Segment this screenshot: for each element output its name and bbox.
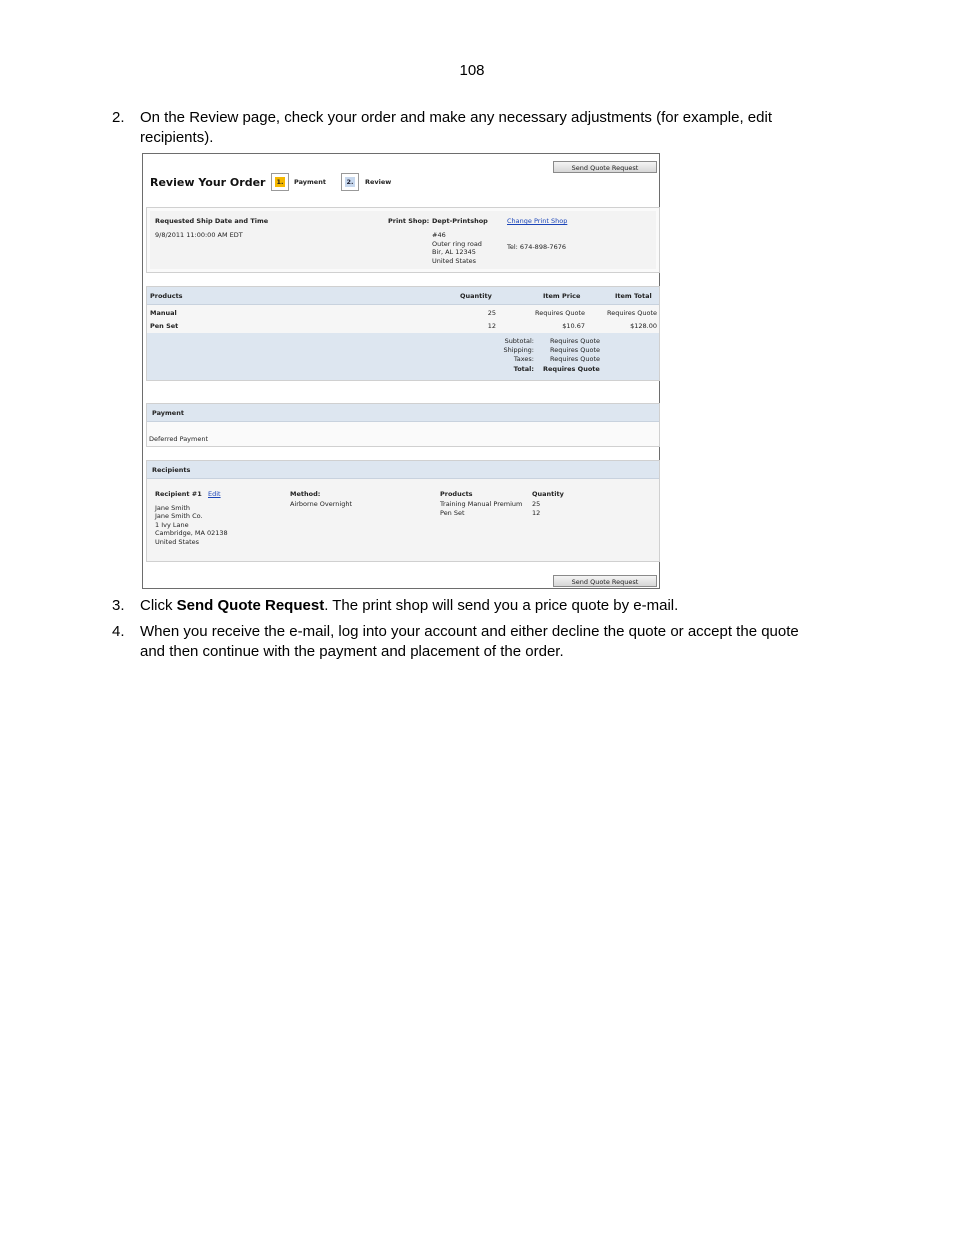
- print-shop-address-line: Outer ring road: [432, 240, 482, 248]
- print-shop-address-line: #46: [432, 231, 446, 239]
- recipient-quantity: 12: [532, 509, 541, 517]
- print-shop-address-line: United States: [432, 257, 477, 265]
- item-total-col-header: Item Total: [615, 292, 652, 300]
- step-text: When you receive the e-mail, log into your account and either decline the quote or accept the quote and then continue with the payment and placement of the order.: [140, 623, 799, 660]
- wizard-step-number: 1.: [276, 178, 284, 186]
- payment-header-row: [147, 404, 659, 422]
- method-value: Airborne Overnight: [290, 500, 353, 508]
- recipient-address-line: Jane Smith: [155, 504, 191, 512]
- wizard-step-number: 2.: [346, 178, 354, 186]
- recipient-product: Pen Set: [440, 509, 465, 517]
- recipient-product: Training Manual Premium: [440, 500, 523, 508]
- print-shop-label: Print Shop:: [388, 217, 430, 225]
- step-text-pre: Click: [140, 597, 177, 614]
- taxes-label: Taxes:: [513, 355, 534, 363]
- review-order-screenshot: [142, 153, 660, 589]
- step-number: 4.: [112, 623, 125, 640]
- step-4: [112, 622, 812, 662]
- step-text: On the Review page, check your order and make any necessary adjustments (for example, edit recipients).: [140, 109, 772, 146]
- item-price-col-header: Item Price: [543, 292, 581, 300]
- taxes-value: Requires Quote: [550, 355, 601, 363]
- step-number: 2.: [112, 109, 125, 126]
- recipient-address-line: Cambridge, MA 02138: [155, 529, 228, 537]
- step-3: [112, 596, 812, 616]
- step-text: [140, 596, 812, 616]
- recipient-quantity: 25: [532, 500, 541, 508]
- recipient-label: Recipient #1: [155, 490, 202, 498]
- payment-header: Payment: [152, 409, 184, 417]
- recipient-products-label: Products: [440, 490, 473, 498]
- product-qty: 12: [487, 322, 496, 330]
- product-price: Requires Quote: [534, 309, 585, 317]
- step-2: [112, 108, 812, 148]
- payment-method-value: Deferred Payment: [149, 435, 209, 443]
- send-quote-request-button-top[interactable]: Send Quote Request: [553, 161, 657, 173]
- product-price: $10.67: [562, 322, 585, 330]
- shipping-value: Requires Quote: [550, 346, 601, 354]
- ship-date-value: 9/8/2011 11:00:00 AM EDT: [155, 231, 243, 239]
- edit-recipient-link[interactable]: Edit: [208, 490, 221, 498]
- product-total: $128.00: [630, 322, 657, 330]
- ship-date-label: Requested Ship Date and Time: [155, 217, 269, 225]
- review-title: Review Your Order: [150, 176, 266, 189]
- quantity-col-header: Quantity: [460, 292, 492, 300]
- recipient-address-line: United States: [155, 538, 200, 546]
- subtotal-value: Requires Quote: [550, 337, 601, 345]
- print-shop-tel: Tel: 674-898-7676: [507, 243, 566, 251]
- step-text-post: . The print shop will send you a price quote by e-mail.: [324, 597, 679, 614]
- product-name: Manual: [150, 309, 177, 317]
- recipient-quantity-label: Quantity: [532, 490, 564, 498]
- recipients-header: Recipients: [152, 466, 191, 474]
- products-col-header: Products: [150, 292, 183, 300]
- subtotal-label: Subtotal:: [504, 337, 534, 345]
- product-name: Pen Set: [150, 322, 179, 330]
- method-label: Method:: [290, 490, 321, 498]
- recipient-address-line: Jane Smith Co.: [155, 512, 203, 520]
- wizard-step-review-box[interactable]: [341, 173, 359, 191]
- print-shop-name: Dept-Printshop: [432, 217, 488, 225]
- send-quote-request-emphasis: Send Quote Request: [176, 597, 325, 614]
- total-label: Total:: [513, 365, 534, 373]
- product-qty: 25: [487, 309, 496, 317]
- shipping-label: Shipping:: [503, 346, 534, 354]
- products-header-row: [147, 287, 659, 305]
- wizard-step-payment-label[interactable]: Payment: [294, 178, 326, 186]
- page-number: 108: [459, 62, 485, 79]
- print-shop-address-line: Bir, AL 12345: [432, 248, 476, 256]
- step-number: 3.: [112, 597, 125, 614]
- change-print-shop-link[interactable]: Change Print Shop: [507, 217, 568, 225]
- wizard-step-review-label[interactable]: Review: [365, 178, 392, 186]
- wizard-step-payment-box[interactable]: [271, 173, 289, 191]
- recipient-address-line: 1 Ivy Lane: [155, 521, 189, 529]
- total-value: Requires Quote: [543, 365, 600, 373]
- send-quote-request-button-bottom[interactable]: Send Quote Request: [553, 575, 657, 587]
- product-total: Requires Quote: [606, 309, 657, 317]
- recipients-header-row: [147, 461, 659, 479]
